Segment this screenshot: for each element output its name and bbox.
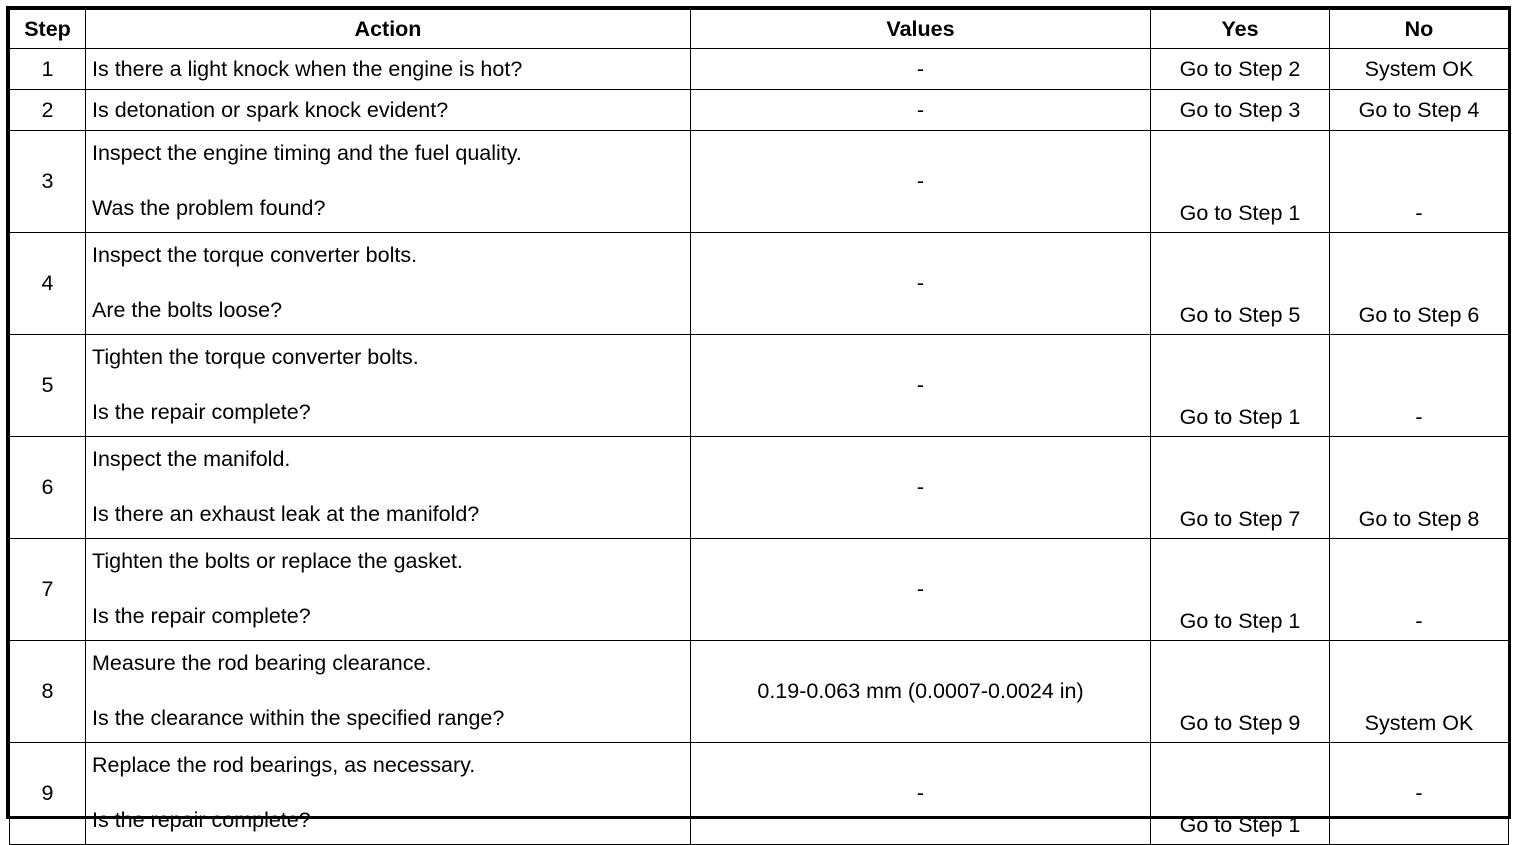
step-cell: 5 [10,335,86,437]
yes-cell: Go to Step 5 [1151,233,1330,335]
step-cell: 2 [10,90,86,131]
values-cell: - [691,539,1151,641]
values-cell: - [691,49,1151,90]
no-cell: - [1330,335,1509,437]
no-cell: - [1330,743,1509,845]
action-cell [86,539,691,641]
step-cell: 3 [10,131,86,233]
action-cell [86,641,691,743]
action-question: Is the repair complete? [92,400,311,424]
step-cell: 6 [10,437,86,539]
yes-cell: Go to Step 1 [1151,131,1330,233]
no-cell: - [1330,131,1509,233]
values-cell: - [691,437,1151,539]
yes-cell: Go to Step 9 [1151,641,1330,743]
values-cell: - [691,743,1151,845]
table-row [10,641,1509,743]
header-no: No [1330,10,1509,49]
step-cell: 8 [10,641,86,743]
step-cell: 7 [10,539,86,641]
table-row [10,743,1509,845]
action-instruction: Inspect the torque converter bolts. [92,243,418,267]
action-cell [86,335,691,437]
yes-cell: Go to Step 3 [1151,90,1330,131]
table-row [10,90,1509,131]
action-cell [86,743,691,845]
no-cell: Go to Step 8 [1330,437,1509,539]
action-question: Was the problem found? [92,196,326,220]
header-yes: Yes [1151,10,1330,49]
table-row [10,49,1509,90]
values-cell: - [691,90,1151,131]
action-cell: Is there a light knock when the engine is hot? [86,49,691,90]
no-cell: Go to Step 4 [1330,90,1509,131]
action-question: Are the bolts loose? [92,298,283,322]
no-cell: Go to Step 6 [1330,233,1509,335]
values-cell: - [691,233,1151,335]
action-instruction: Tighten the torque converter bolts. [92,345,419,369]
no-cell: - [1330,539,1509,641]
action-cell [86,131,691,233]
step-cell: 9 [10,743,86,845]
table-row [10,437,1509,539]
step-cell: 1 [10,49,86,90]
yes-cell: Go to Step 1 [1151,743,1330,845]
action-question: Is the clearance within the specified range? [92,706,505,730]
action-cell [86,233,691,335]
values-cell: - [691,131,1151,233]
table-row [10,233,1509,335]
action-question: Is there an exhaust leak at the manifold? [92,502,480,526]
header-step: Step [10,10,86,49]
action-cell [86,437,691,539]
table-row [10,131,1509,233]
table-row [10,539,1509,641]
action-instruction: Replace the rod bearings, as necessary. [92,753,476,777]
action-question: Is the repair complete? [92,604,311,628]
action-instruction: Measure the rod bearing clearance. [92,651,432,675]
values-cell: 0.19-0.063 mm (0.0007-0.0024 in) [691,641,1151,743]
header-values: Values [691,10,1151,49]
action-cell: Is detonation or spark knock evident? [86,90,691,131]
yes-cell: Go to Step 7 [1151,437,1330,539]
header-action: Action [86,10,691,49]
action-instruction: Inspect the manifold. [92,447,291,471]
table-row [10,335,1509,437]
yes-cell: Go to Step 1 [1151,335,1330,437]
no-cell: System OK [1330,641,1509,743]
header-row [10,10,1509,49]
no-cell: System OK [1330,49,1509,90]
action-instruction: Inspect the engine timing and the fuel quality. [92,141,522,165]
action-question: Is the repair complete? [92,808,311,832]
diagnostic-table-frame [6,6,1511,837]
action-instruction: Tighten the bolts or replace the gasket. [92,549,463,573]
yes-cell: Go to Step 1 [1151,539,1330,641]
diagnostic-table [9,9,1509,845]
yes-cell: Go to Step 2 [1151,49,1330,90]
values-cell: - [691,335,1151,437]
step-cell: 4 [10,233,86,335]
